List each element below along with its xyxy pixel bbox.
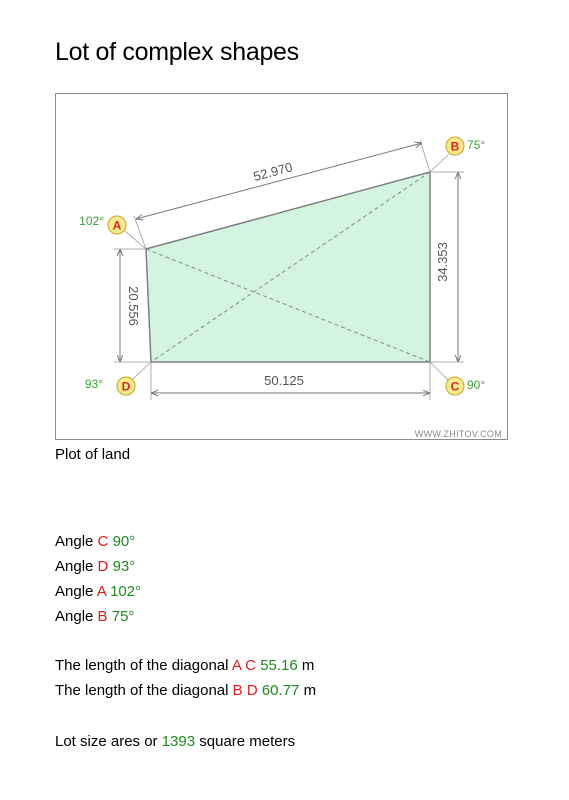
angle-row: Angle B 75° bbox=[55, 608, 135, 625]
dimension-label-top: 52.970 bbox=[251, 159, 294, 185]
area-value: 1393 bbox=[161, 733, 196, 750]
plot-diagram bbox=[55, 93, 508, 440]
vertex-d-angle: 93° bbox=[84, 377, 103, 391]
plot-svg bbox=[56, 94, 509, 441]
figure-caption: Plot of land bbox=[55, 446, 131, 463]
vertex-d-label: D bbox=[121, 379, 131, 394]
dimension-label-right: 34.353 bbox=[435, 242, 450, 282]
area-line: Lot size ares or 1393 square meters bbox=[55, 733, 296, 750]
vertex-c-angle: 90° bbox=[467, 378, 486, 392]
angle-row: Angle C 90° bbox=[55, 533, 136, 550]
vertex-b-label: B bbox=[450, 139, 460, 154]
vertex-c-marker bbox=[446, 377, 464, 395]
angles-list bbox=[55, 529, 141, 629]
vertex-c-label: C bbox=[450, 379, 460, 394]
diagonal-row: The length of the diagonal A C 55.16 m bbox=[55, 657, 315, 674]
vertex-a-marker bbox=[108, 216, 126, 234]
vertex-b-marker bbox=[446, 137, 464, 155]
diagonals-list bbox=[55, 653, 316, 703]
watermark: WWW.ZHITOV.COM bbox=[414, 429, 502, 439]
vertex-a-label: A bbox=[112, 218, 122, 233]
angle-row: Angle A 102° bbox=[55, 583, 142, 600]
angle-row: Angle D 93° bbox=[55, 558, 136, 575]
vertex-b-angle: 75° bbox=[467, 138, 486, 152]
dimension-label-left: 20.556 bbox=[126, 286, 141, 326]
page-title: Lot of complex shapes bbox=[55, 38, 299, 66]
vertex-d-marker bbox=[117, 377, 135, 395]
diagonal-row: The length of the diagonal B D 60.77 m bbox=[55, 682, 317, 699]
dimension-label-bottom: 50.125 bbox=[264, 373, 304, 388]
vertex-a-angle: 102° bbox=[79, 214, 104, 228]
